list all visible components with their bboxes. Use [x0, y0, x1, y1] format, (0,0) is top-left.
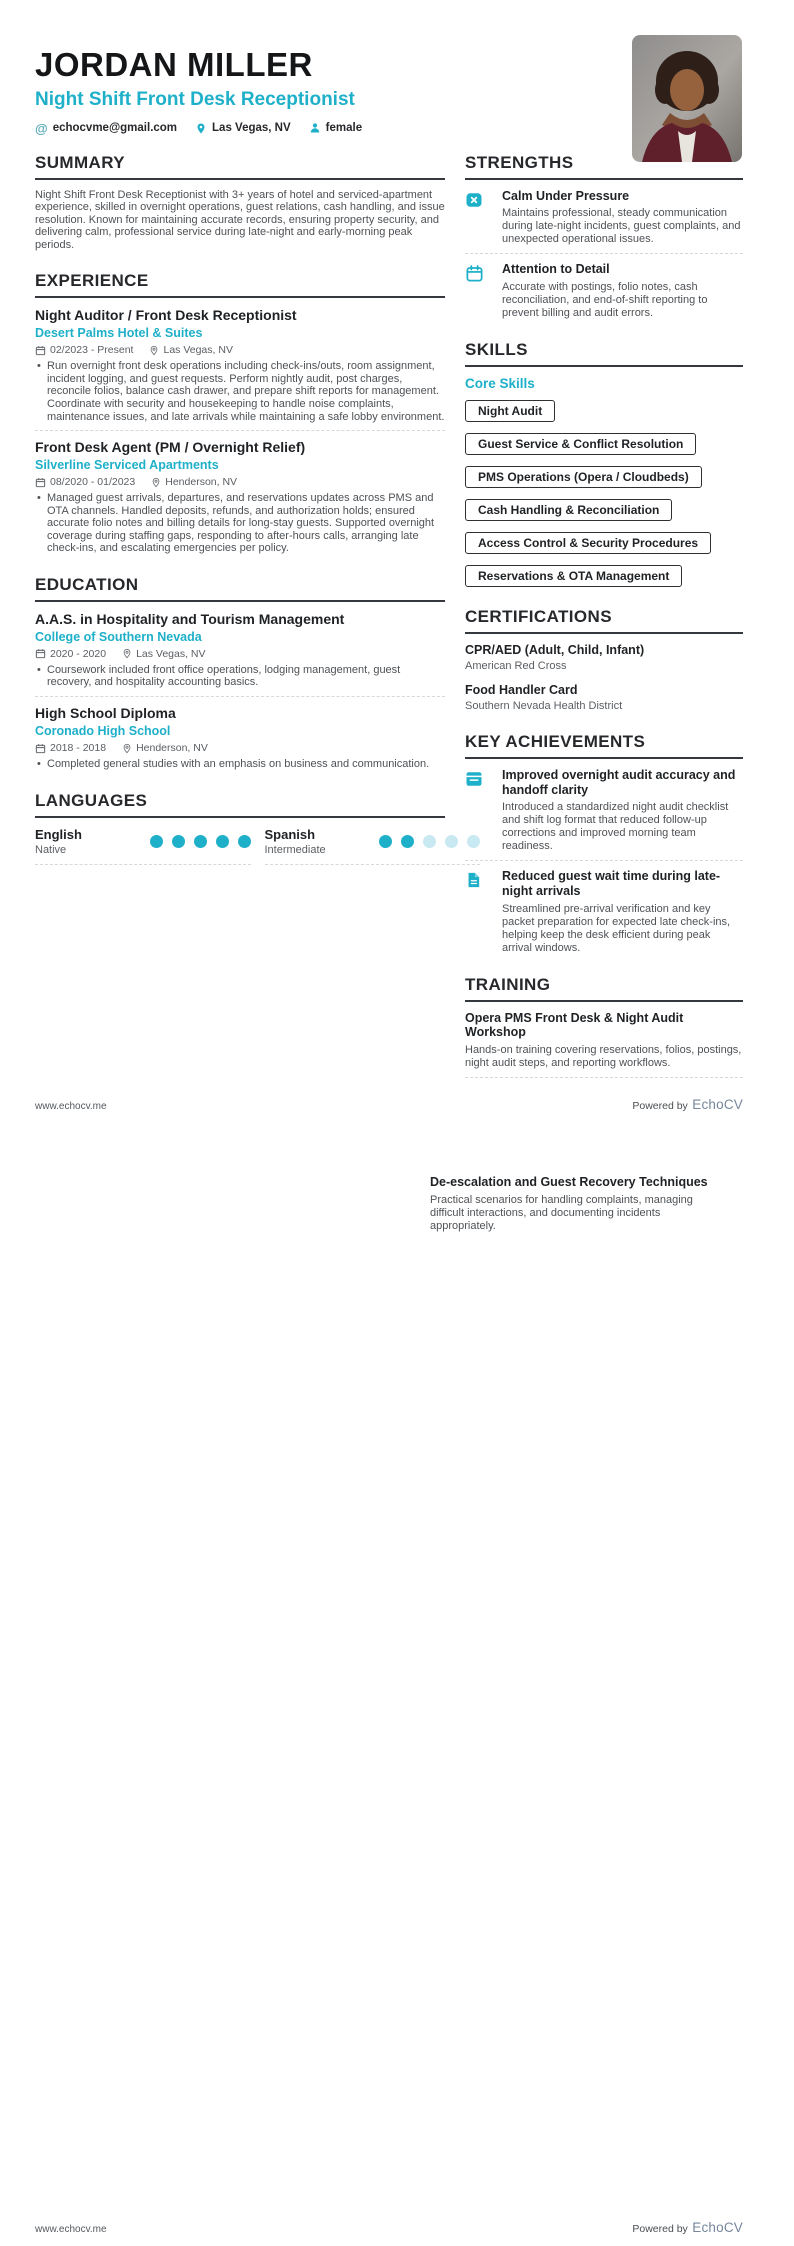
left-column [35, 153, 445, 1099]
achievement-text: Introduced a standardized night audit checklist and shift log format that reduced follow-up corrections and improved morning team readiness. [502, 801, 729, 853]
summary-text: Night Shift Front Desk Receptionist with 3+ years of hotel and serviced-apartment experience, skilled in overnight operations, guest relations, cash handling, and issue resolution. Known for maintaining accurate records, ensuring property security, and delivering calm, professional service during late-night and early-morning peak periods. [35, 188, 445, 251]
divider [35, 696, 445, 697]
document-icon [465, 869, 493, 954]
strength-content [502, 262, 743, 320]
page-footer [35, 1096, 743, 1114]
location-icon [195, 122, 207, 135]
education-dates [35, 742, 106, 754]
strengths-heading: STRENGTHS [465, 153, 743, 180]
contact-email-text: echocvme@gmail.com [52, 122, 178, 135]
job-meta [35, 476, 445, 488]
education-dates [35, 648, 106, 660]
education-location [122, 742, 208, 754]
footer-powered-by: Powered by EchoCV [632, 2220, 743, 2235]
proficiency-dot-empty [445, 835, 458, 848]
contact-email [35, 121, 177, 136]
divider [465, 1077, 743, 1078]
location-icon [122, 648, 132, 659]
candidate-name: JORDAN MILLER [35, 46, 313, 83]
skills-heading: SKILLS [465, 340, 743, 367]
job-location [151, 476, 237, 488]
languages-section [35, 791, 445, 865]
job-title: Front Desk Agent (PM / Overnight Relief) [35, 439, 306, 456]
achievements-section [465, 732, 743, 955]
training-item [465, 1011, 743, 1070]
divider [35, 430, 445, 431]
summary-section [35, 153, 445, 252]
proficiency-dot-filled [216, 835, 229, 848]
training-item [430, 1123, 708, 1233]
training-text: Hands-on training covering reservations, folios, postings, night audit steps, and reporting workflows. [465, 1044, 742, 1070]
tag-x-icon [465, 189, 493, 247]
summary-heading: SUMMARY [35, 153, 445, 180]
languages-grid [35, 827, 480, 865]
proficiency-dot-filled [401, 835, 414, 848]
resume-header [35, 48, 743, 136]
school-name: Coronado High School [35, 724, 171, 739]
education-entry [35, 705, 445, 771]
training-text: Practical scenarios for handling complaints, managing difficult interactions, and documenting incidents appropriately. [430, 1193, 693, 1232]
strengths-section [465, 153, 743, 320]
education-location-text: Henderson, NV [136, 742, 208, 755]
language-name: English [35, 826, 82, 842]
strength-text: Accurate with postings, folio notes, cash reconciliation, and end-of-shift reporting to prevent billing and audit errors. [502, 281, 708, 319]
certification-title: Food Handler Card [465, 682, 578, 697]
skill-tag: Cash Handling & Reconciliation [465, 499, 672, 521]
language-level: Intermediate [264, 843, 326, 856]
achievements-heading: KEY ACHIEVEMENTS [465, 732, 743, 759]
job-bullet: • Managed guest arrivals, departures, and reservations updates across PMS and OTA channels. Handled deposits, refunds, and authorization holds; ensured accurate folio notes and billing details for long-stay guests. Supported overnight coverage during staffing gaps, responding to after-hours calls, arranging late check-ins, and escalating emergencies per policy. [35, 492, 445, 555]
skill-tag: Access Control & Security Procedures [465, 532, 711, 554]
degree-title: High School Diploma [35, 704, 176, 721]
strength-content [502, 189, 743, 247]
education-bullet: • Coursework included front office operations, lodging management, guest recovery, and hospitality accounting basics. [35, 664, 445, 689]
education-meta [35, 742, 445, 754]
job-dates [35, 476, 135, 488]
job-title: Night Auditor / Front Desk Receptionist [35, 307, 297, 324]
right-column [465, 153, 743, 1099]
skill-tag: Guest Service & Conflict Resolution [465, 433, 696, 455]
education-dates-text: 2020 - 2020 [50, 647, 107, 660]
achievement-item [465, 869, 743, 954]
experience-section [35, 271, 445, 555]
footer-site-url: www.echocv.me [35, 2224, 107, 2235]
job-bullet: • Run overnight front desk operations including check-ins/outs, room assignment, incident logging, and guest requests. Perform nightly audit, post charges, reconcile folios, balance cash drawer, and prepare shift reports for management. Coordinate with security and housekeeping to handle noise complaints, maintenance issues, and late arrivals while maintaining a safe lobby environment. [35, 360, 445, 423]
training-section [465, 975, 743, 1078]
footer-powered-by: Powered by EchoCV [632, 1097, 743, 1112]
achievement-content [502, 869, 743, 954]
calendar-icon [35, 477, 46, 488]
certification-item [465, 683, 743, 712]
job-bullets [35, 492, 445, 555]
certification-org: Southern Nevada Health District [465, 699, 623, 712]
achievement-item [465, 768, 743, 853]
window-check-icon [465, 768, 493, 853]
proficiency-dot-filled [238, 835, 251, 848]
job-location-text: Las Vegas, NV [163, 344, 233, 357]
contact-location-text: Las Vegas, NV [212, 122, 291, 135]
calendar-icon [35, 648, 46, 659]
strength-item [465, 262, 743, 320]
contact-gender-text: female [325, 122, 363, 135]
certifications-section [465, 607, 743, 712]
footer-site-url: www.echocv.me [35, 1101, 107, 1112]
proficiency-dot-filled [194, 835, 207, 848]
skills-section [465, 340, 743, 587]
strength-item [465, 189, 743, 247]
training-title: De-escalation and Guest Recovery Techniques [430, 1175, 708, 1189]
education-location [122, 648, 205, 660]
language-proficiency-dots [150, 835, 251, 848]
calendar-icon [35, 743, 46, 754]
job-dates-text: 02/2023 - Present [50, 344, 134, 357]
training-title: Opera PMS Front Desk & Night Audit Workshop [465, 1010, 684, 1040]
footer-brand: EchoCV [692, 1097, 743, 1112]
degree-title: A.A.S. in Hospitality and Tourism Management [35, 610, 345, 627]
experience-heading: EXPERIENCE [35, 271, 445, 298]
proficiency-dot-filled [172, 835, 185, 848]
proficiency-dot-empty [423, 835, 436, 848]
job-company: Desert Palms Hotel & Suites [35, 326, 203, 341]
achievement-title: Improved overnight audit accuracy and handoff clarity [502, 767, 736, 797]
education-bullets [35, 664, 445, 689]
calendar-outline-icon [465, 262, 493, 320]
job-company: Silverline Serviced Apartments [35, 458, 219, 473]
email-icon: @ [35, 120, 48, 136]
skills-group-label: Core Skills [465, 375, 535, 391]
school-name: College of Southern Nevada [35, 629, 202, 644]
calendar-icon [35, 345, 46, 356]
job-dates [35, 344, 133, 356]
skill-tag: PMS Operations (Opera / Cloudbeds) [465, 466, 702, 488]
contact-location [195, 122, 291, 135]
footer-brand: EchoCV [692, 2220, 743, 2235]
education-location-text: Las Vegas, NV [136, 647, 206, 660]
certifications-heading: CERTIFICATIONS [465, 607, 743, 634]
languages-heading: LANGUAGES [35, 791, 445, 818]
education-bullet: • Completed general studies with an emphasis on business and communication. [35, 758, 445, 771]
job-bullets [35, 360, 445, 423]
divider [465, 253, 743, 254]
achievement-content [502, 768, 743, 853]
job-entry [35, 307, 445, 423]
language-name: Spanish [264, 826, 316, 842]
education-meta [35, 648, 445, 660]
certification-item [465, 643, 743, 672]
language-level: Native [35, 843, 67, 856]
language-item [265, 827, 481, 865]
page-footer [35, 2219, 743, 2237]
education-dates-text: 2018 - 2018 [50, 742, 107, 755]
strength-text: Maintains professional, steady communication during late-night incidents, guest complaints, and unexpected operational issues. [502, 207, 741, 246]
strength-title: Calm Under Pressure [502, 188, 630, 203]
certification-org: American Red Cross [465, 659, 567, 672]
job-dates-text: 08/2020 - 01/2023 [50, 476, 136, 489]
language-labels [35, 827, 82, 856]
proficiency-dot-filled [150, 835, 163, 848]
contact-gender [309, 122, 362, 134]
achievement-text: Streamlined pre-arrival verification and key packet preparation for expected late check-ins, helping keep the desk efficient during peak arrival windows. [502, 902, 731, 954]
resume-page-2 [0, 1123, 794, 2246]
skill-tag: Night Audit [465, 400, 555, 422]
job-meta [35, 344, 445, 356]
location-icon [151, 477, 161, 488]
skill-tag: Reservations & OTA Management [465, 565, 682, 587]
job-entry [35, 439, 445, 555]
proficiency-dot-filled [379, 835, 392, 848]
training-heading: TRAINING [465, 975, 743, 1002]
person-icon [309, 122, 321, 134]
profile-photo [632, 35, 742, 162]
achievement-title: Reduced guest wait time during late-night arrivals [502, 869, 721, 899]
education-section [35, 575, 445, 771]
strength-title: Attention to Detail [502, 262, 610, 277]
education-heading: EDUCATION [35, 575, 445, 602]
candidate-job-title: Night Shift Front Desk Receptionist [35, 88, 355, 110]
job-location-text: Henderson, NV [165, 476, 238, 489]
location-icon [122, 743, 132, 754]
education-entry [35, 611, 445, 689]
certification-title: CPR/AED (Adult, Child, Infant) [465, 642, 645, 657]
divider [465, 860, 743, 861]
location-icon [149, 345, 159, 356]
education-bullets [35, 758, 445, 771]
language-item [35, 827, 251, 865]
language-labels [265, 827, 326, 856]
resume-columns [35, 153, 743, 1099]
job-location [149, 344, 232, 356]
